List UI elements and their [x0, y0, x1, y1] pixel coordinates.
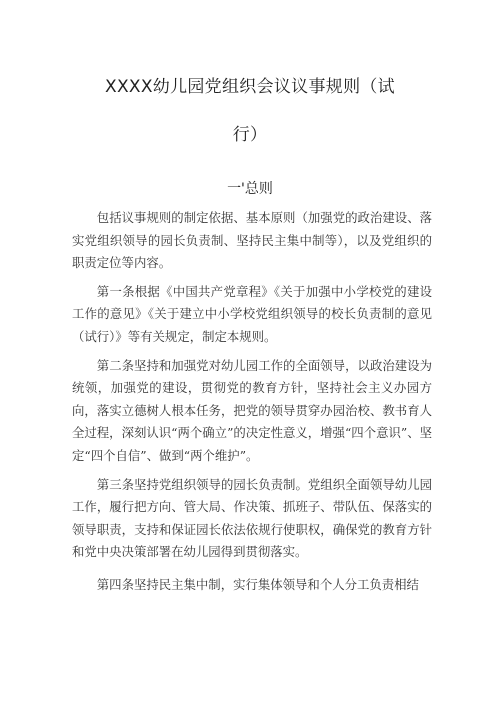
document-title-line-2: 行） [232, 125, 268, 145]
document-body [72, 207, 432, 597]
paragraph-article-4: 第四条坚持民主集中制，实行集体领导和个人分工负责相结 [96, 576, 419, 592]
paragraph-article-1: 第一条根据《中国共产党章程》《关于加强中小学校党的建设工作的意见》《关于建立中小学校党组织领导的校长负责制的意见（试行）》等有关规定，制定本规则。 [72, 283, 432, 344]
paragraph-article-3: 第三条坚持党组织领导的园长负责制。党组织全面领导幼儿园工作，履行把方向、管大局、作决策、抓班子、带队伍、保落实的领导职责，支持和保证园长依法依规行使职权，确保党的教育方针和党中央决策部署在幼儿园得到贯彻落实。 [72, 476, 432, 560]
document-title-line-1: XXXX幼儿园党组织会议议事规则（试 [105, 77, 395, 97]
paragraph-intro: 包括议事规则的制定依据、基本原则（加强党的政治建设、落实党组织领导的园长负责制、坚持民主集中制等），以及党组织的职责定位等内容。 [72, 210, 432, 271]
paragraph-article-2: 第二条坚持和加强党对幼儿园工作的全面领导，以政治建设为统领，加强党的建设，贯彻党的教育方针，坚持社会主义办园方向，落实立德树人根本任务，把党的领导贯穿办园治校、教书育人全过程，深刻认识“两个确立”的决定性意义，增强“四个意识”、坚定“四个自信”、做到“两个维护”。 [72, 357, 432, 463]
section-heading: 一'总则 [227, 181, 273, 197]
